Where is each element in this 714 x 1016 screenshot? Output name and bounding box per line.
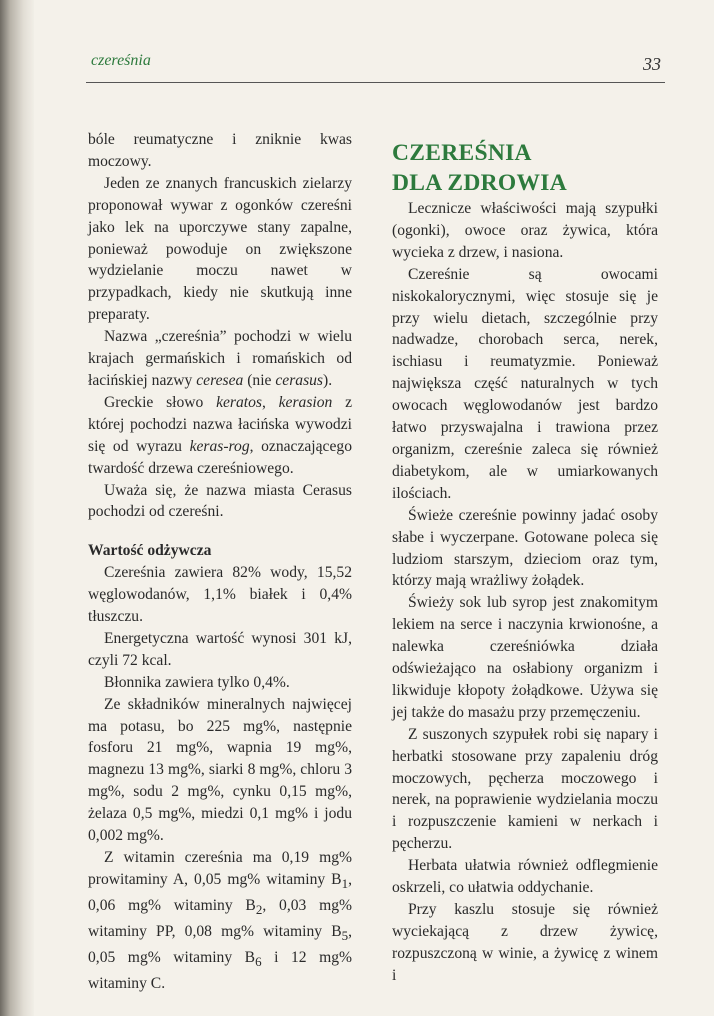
paragraph-composition: Czereśnia zawiera 82% wody, 15,52 węglowodanów, 1,1% białek i 0,4% tłuszczu.: [88, 564, 352, 626]
running-title: czereśnia: [91, 52, 151, 69]
paragraph-french-herbalist: Jeden ze znanych francuskich zielarzy proponował wywar z ogonków czereśni jako lek na uporczywe stany zapalne, ponieważ powoduje on zwiększone wydzielanie moczu nawet w przypadkach, kiedy nie skutkują inne preparaty.: [88, 174, 352, 324]
right-column: [392, 138, 658, 987]
paragraph-fiber: Błonnika zawiera tylko 0,4%.: [104, 673, 290, 691]
paragraph-juice-syrup: Świeży sok lub syrop jest znakomitym lekiem na serce i naczynia krwionośne, a nalewka czereśniówka działa odświeżająco na osłabiony organizm i likwiduje kłopoty żołądkowe. Używa się jej także do masażu przy przemęczeniu.: [392, 594, 658, 721]
section-title: CZEREŚNIA DLA ZDROWIA: [392, 140, 568, 196]
paragraph-vitamins: Z witamin czereśnia ma 0,19 mg% prowitaminy A, 0,05 mg% witaminy $B_1$, 0,06 mg% witaminy $B_2$, 0,03 mg% witaminy PP, 0,08 mg% witaminy $B_5$, 0,05 mg% witaminy $B_6$ i 12 mg% witaminy C.: [88, 849, 352, 992]
paragraph-low-calorie: Czereśnie są owocami niskokalorycznymi, więc stosuje się je przy wielu dietach, szczególnie przy nadwadze, chorobach serca, nerek, ischiasu i reumatyzmie. Ponieważ największa część naturalnych w tych owocach węglowodanów jest bardzo łatwo przyswajalna i trawiona przez organizm, czereśnie zaleca się również diabetykom, ale w umiarkowanych ilościach.: [392, 265, 658, 502]
paragraph-name-origin: Nazwa „czereśnia” pochodzi w wielu krajach germańskich i romańskich od łacińskiej nazwy ceresea (nie cerasus).: [88, 328, 352, 389]
paragraph-tea: Herbata ułatwia również odflegmienie oskrzeli, co ułatwia oddychanie.: [392, 857, 658, 897]
paragraph-fresh-cherries: Świeże czereśnie powinny jadać osoby słabe i wyczerpane. Gotowane poleca się ludziom starszym, dzieciom oraz tym, którzy mają wrażliwy żołądek.: [392, 506, 658, 590]
paragraph-continued: bóle reumatyczne i zniknie kwas moczowy.: [88, 131, 352, 170]
book-spine-shadow: [0, 0, 34, 1016]
paragraph-dried-stems: Z suszonych szypułek robi się napary i herbatki stosowane przy zapaleniu dróg moczowych, pęcherza moczowego i nerek, na poprawienie wydzielania moczu i rozpuszczenie kamieni w nerkach i pęcherzu.: [392, 725, 658, 853]
paragraph-energy: Energetyczna wartość wynosi 301 kJ, czyli 72 kcal.: [88, 629, 352, 669]
left-column: [88, 129, 352, 995]
header-rule: [86, 82, 665, 83]
paragraph-cough: Przy kaszlu stosuje się również wyciekającą z drzew żywicę, rozpuszczoną w winie, a żywicę z winem i: [392, 901, 658, 984]
paragraph-minerals: Ze składników mineralnych najwięcej ma potasu, bo 225 mg%, następnie fosforu 21 mg%, wapnia 19 mg%, magnezu 13 mg%, siarki 8 mg%, chloru 3 mg%, sodu 2 mg%, cynku 0,15 mg%, żelaza 0,5 mg%, miedzi 0,1 mg% i jodu 0,002 mg%.: [88, 695, 352, 845]
paragraph-greek-word: Greckie słowo keratos, kerasion z której pochodzi nazwa łacińska wywodzi się od wyrazu keras-rog, oznaczającego twardość drzewa czereśniowego.: [88, 393, 353, 477]
paragraph-cerasus-city: Uważa się, że nazwa miasta Cerasus pochodzi od czereśni.: [88, 481, 352, 521]
subheading-nutrition: Wartość odżywcza: [88, 542, 212, 560]
page-number: 33: [643, 54, 661, 74]
paragraph-healing-parts: Lecznicze właściwości mają szypułki (ogonki), owoce oraz żywica, która wycieka z drzew, i nasiona.: [392, 200, 658, 261]
